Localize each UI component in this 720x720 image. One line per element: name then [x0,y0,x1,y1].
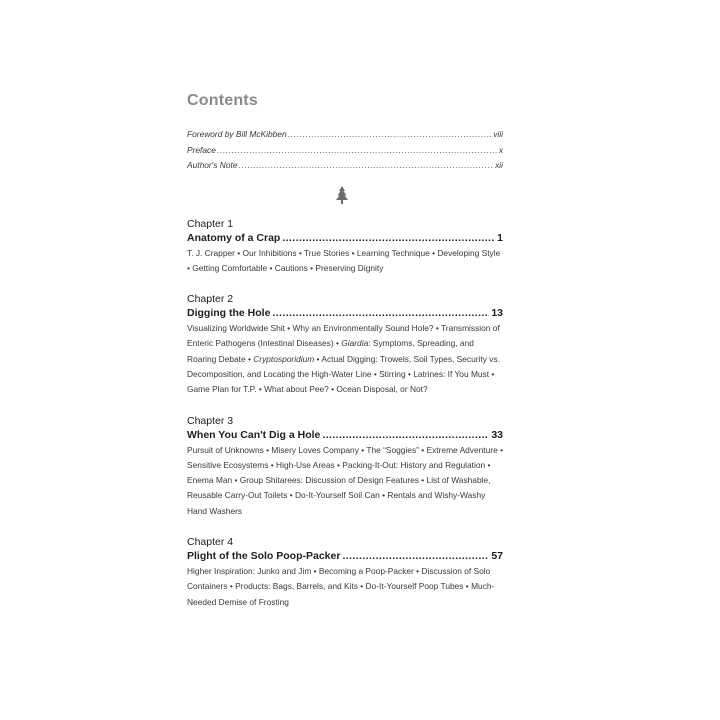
front-matter-label: Author's Note [187,160,238,170]
dot-leader [342,549,489,563]
chapter-number: Chapter 4 [187,536,234,549]
chapter-1-entry[interactable] [187,218,503,277]
topics-italic-term: Giardia [341,338,369,349]
topics-text: : Symptoms, Spreading, and Roaring Debate • [187,338,474,364]
section-divider [187,186,503,204]
chapter-title: Plight of the Solo Poop-Packer [187,550,341,563]
chapter-page: 57 [491,550,503,563]
chapter-topics [187,321,503,397]
chapter-number: Chapter 1 [187,217,234,230]
chapter-title-row [187,306,503,320]
chapter-2-entry[interactable] [187,293,503,397]
chapter-3-entry[interactable] [187,415,503,519]
topics-italic-term: Cryptosporidium [253,353,315,364]
dot-leader [217,145,498,155]
chapter-title: Anatomy of a Crap [187,231,281,244]
front-matter-item-preface[interactable] [187,145,503,161]
dot-leader [238,160,494,170]
pine-tree-icon [336,186,348,204]
chapter-page: 1 [497,231,503,244]
chapter-title-row [187,549,503,563]
dot-leader [272,306,489,320]
topics-text: Visualizing Worldwide Shit • Why an Environmentally Sound Hole? • Transmission of Enteric Pathogens (Intestinal Diseases) • [187,323,500,349]
chapter-title: Digging the Hole [187,307,271,320]
chapter-page: 13 [491,307,503,320]
page-title: Contents [187,92,258,109]
front-matter-page: x [498,144,503,155]
front-matter-item-foreword[interactable] [187,129,503,145]
front-matter-list [187,129,503,176]
dot-leader [282,231,495,245]
chapter-topics: T. J. Crapper • Our Inhibitions • True Stories • Learning Technique • Developing Style • Getting Comfortable • Cautions • Preserving Dignity [187,247,501,273]
chapter-number: Chapter 3 [187,414,234,427]
chapter-title-row [187,428,503,442]
chapter-page: 33 [491,428,503,441]
chapter-topics: Higher Inspiration: Junko and Jim • Becoming a Poop-Packer • Discussion of Solo Containers • Products: Bags, Barrels, and Kits • Do-It-Yourself Poop Tubes • Much-Needed Demise of Frosting [187,566,495,607]
chapter-number: Chapter 2 [187,293,234,306]
front-matter-page: xii [495,160,503,170]
chapter-4-entry[interactable] [187,536,503,610]
chapter-title-row [187,231,503,245]
topics-text: • Actual Digging: Trowels, Soil Types, Security vs. Decomposition, and Locating the High-Water Line • Stirring • Latrines: If You Must • Game Plan for T.P. • What about Pee? • Ocean Disposal, or Not? [187,353,500,395]
dot-leader [322,428,489,442]
front-matter-label: Foreword by Bill McKibben [187,129,287,139]
front-matter-label: Preface [187,144,216,155]
chapter-topics: Pursuit of Unknowns • Misery Loves Company • The “Soggies” • Extreme Adventure • Sensitive Ecosystems • High-Use Areas • Packing-It-Out: History and Regulation • Enema Man • Group Shitarees: Discussion of Design Features • List of Washable, Reusable Carry-Out Toilets • Do-It-Yourself Soil Can • Rentals and Wishy-Washy Hand Washers [187,444,503,516]
front-matter-page: viii [493,129,503,139]
contents-page [187,92,503,627]
dot-leader [288,129,493,139]
chapter-title: When You Can't Dig a Hole [187,428,321,441]
front-matter-item-authors-note[interactable] [187,160,503,176]
